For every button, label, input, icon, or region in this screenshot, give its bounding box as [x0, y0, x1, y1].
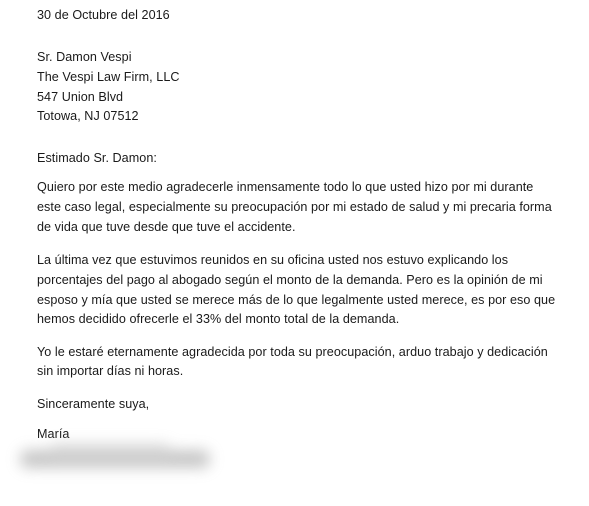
- paragraph-line: esposo y mía que usted se merece más de lo que legalmente usted merece, es por eso que: [37, 293, 556, 307]
- redaction-bar: [50, 444, 170, 456]
- paragraph-line: Yo le estaré eternamente agradecida por toda su preocupación, arduo trabajo y dedicación: [37, 345, 548, 359]
- paragraph-line: sin importar días ni horas.: [37, 364, 184, 378]
- paragraph-line: este caso legal, especialmente su preocupación por mi estado de salud y mi precaria forma: [37, 200, 552, 214]
- recipient-name: Sr. Damon Vespi: [37, 50, 132, 64]
- redacted-signature: [20, 440, 230, 480]
- closing: Sinceramente suya,: [37, 397, 150, 411]
- recipient-city: Totowa, NJ 07512: [37, 109, 139, 123]
- paragraph-line: de vida que tuve desde que tuve el accidente.: [37, 220, 296, 234]
- recipient-firm: The Vespi Law Firm, LLC: [37, 70, 180, 84]
- letter-date: 30 de Octubre del 2016: [37, 8, 170, 22]
- signature-name: María: [37, 427, 70, 441]
- salutation: Estimado Sr. Damon:: [37, 151, 157, 165]
- paragraph-line: La última vez que estuvimos reunidos en su oficina usted nos estuvo explicando los: [37, 253, 509, 267]
- paragraph-line: Quiero por este medio agradecerle inmensamente todo lo que usted hizo por mi durante: [37, 180, 534, 194]
- paragraph-line: porcentajes del pago al abogado según el monto de la demanda. Pero es la opinión de mi: [37, 273, 543, 287]
- recipient-street: 547 Union Blvd: [37, 90, 124, 104]
- paragraph-line: hemos decidido ofrecerle el 33% del monto total de la demanda.: [37, 312, 400, 326]
